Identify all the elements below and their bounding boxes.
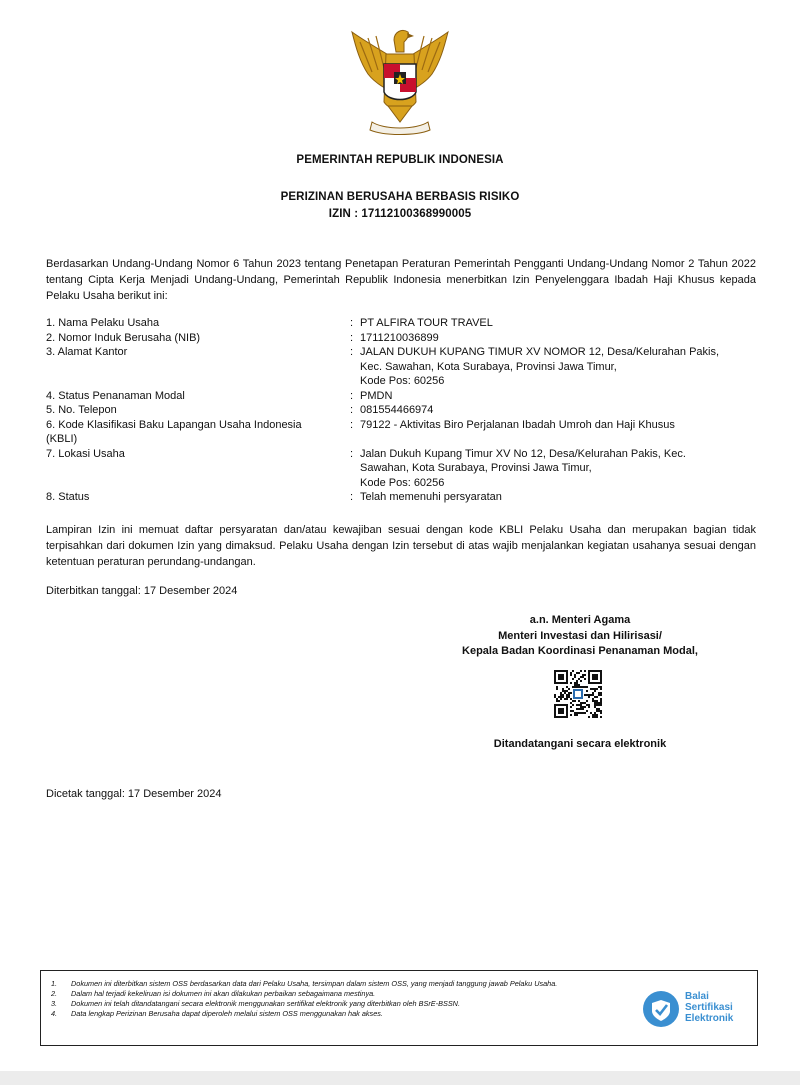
- detail-label: 6. Kode Klasifikasi Baku Lapangan Usaha Indonesia (KBLI): [46, 418, 302, 445]
- detail-row: [46, 490, 766, 505]
- detail-row: [46, 418, 766, 447]
- issued-date: Diterbitkan tanggal: 17 Desember 2024: [46, 585, 238, 597]
- bsre-logo-block: [641, 983, 753, 1035]
- footer-note-number: 1.: [51, 979, 58, 988]
- footer-note-text: Dalam hal terjadi kekeliruan isi dokumen ini akan dilakukan perbaikan sebagaimana mestinya.: [71, 989, 376, 998]
- signature-line-2: Menteri Investasi dan Hilirisasi/: [498, 629, 662, 642]
- intro-paragraph: Berdasarkan Undang-Undang Nomor 6 Tahun 2023 tentang Penetapan Peraturan Pemerintah Pengganti Undang-Undang Nomor 2 Tahun 2022 tentang Cipta Kerja Menjadi Undang-Undang, Pemerintah Republik Indonesia menerbitkan Izin Penyelenggara Ibadah Haji Khusus kepada Pelaku Usaha berikut ini:: [46, 258, 756, 302]
- bsre-text-line-3: Elektronik: [685, 1013, 734, 1024]
- detail-value-wrap: [350, 316, 766, 331]
- detail-value-wrap: [350, 345, 766, 389]
- footer-note-number: 2.: [51, 989, 58, 998]
- footer-note: [51, 979, 631, 989]
- detail-colon: :: [350, 404, 354, 416]
- detail-label: 1. Nama Pelaku Usaha: [46, 317, 160, 329]
- detail-value: Jalan Dukuh Kupang Timur XV No 12, Desa/Kelurahan Pakis, Kec. Sawahan, Kota Surabaya, Provinsi Jawa Timur, Kode Pos: 60256: [360, 447, 686, 489]
- detail-row: [46, 345, 766, 389]
- signature-line-3: Kepala Badan Koordinasi Penanaman Modal,: [462, 645, 698, 657]
- detail-colon: :: [350, 418, 354, 431]
- detail-value: 1711210036899: [360, 331, 439, 344]
- detail-colon: :: [350, 346, 354, 358]
- detail-label: 5. No. Telepon: [46, 404, 117, 416]
- footer-note-number: 3.: [51, 999, 58, 1008]
- detail-value-wrap: [350, 389, 766, 404]
- business-details-list: [46, 316, 766, 505]
- permit-number: IZIN : 17112100368990005: [328, 208, 472, 220]
- detail-label: 8. Status: [46, 491, 90, 503]
- detail-row: [46, 316, 766, 331]
- detail-label: 7. Lokasi Usaha: [46, 447, 125, 460]
- detail-row: [46, 447, 766, 491]
- detail-value: 79122 - Aktivitas Biro Perjalanan Ibadah Umroh dan Haji Khusus: [360, 418, 675, 431]
- bsre-logo-icon: [641, 989, 681, 1029]
- detail-colon: :: [350, 331, 354, 344]
- detail-value: Telah memenuhi persyaratan: [360, 491, 502, 503]
- footer-note: [51, 999, 631, 1009]
- closing-paragraph: Lampiran Izin ini memuat daftar persyaratan dan/atau kewajiban sesuai dengan kode KBLI Pelaku Usaha dan merupakan bagian tidak terpisahkan dari dokumen Izin yang dimaksud. Pelaku Usaha dengan Izin tersebut di atas wajib menjalankan kegiatan usahanya sesuai dengan ketentuan peraturan perundang-undangan.: [46, 524, 756, 568]
- footer-note: [51, 989, 631, 999]
- detail-value-wrap: [350, 331, 766, 346]
- detail-value-wrap: [350, 403, 766, 418]
- detail-label: 2. Nomor Induk Berusaha (NIB): [46, 331, 201, 344]
- document-title: PERIZINAN BERUSAHA BERBASIS RISIKO: [280, 191, 520, 203]
- footer-note-number: 4.: [51, 1009, 58, 1018]
- bsre-text-line-2: Sertifikasi: [685, 1002, 733, 1013]
- detail-value: PMDN: [360, 389, 393, 402]
- bsre-wordmark: [685, 991, 733, 1024]
- government-heading: PEMERINTAH REPUBLIK INDONESIA: [296, 154, 504, 166]
- detail-label: 4. Status Penanaman Modal: [46, 389, 185, 402]
- garuda-emblem: [344, 22, 456, 138]
- detail-colon: :: [350, 317, 354, 329]
- detail-colon: :: [350, 491, 354, 503]
- signature-line-1: a.n. Menteri Agama: [529, 614, 631, 626]
- detail-colon: :: [350, 447, 354, 460]
- footer-note-text: Dokumen ini diterbitkan sistem OSS berdasarkan data dari Pelaku Usaha, tersimpan dalam sistem OSS, yang menjadi tanggung jawab Pelaku Usaha.: [71, 979, 558, 988]
- footer-notes-list: [51, 979, 631, 1019]
- qr-code: [554, 670, 602, 718]
- page-bottom-shade: [0, 1071, 800, 1085]
- signature-block: [420, 613, 740, 660]
- footer-note-text: Dokumen ini telah ditandatangani secara elektronik menggunakan sertifikat elektronik yang diterbitkan oleh BSrE-BSSN.: [71, 999, 460, 1008]
- detail-value: PT ALFIRA TOUR TRAVEL: [360, 317, 493, 329]
- detail-value: JALAN DUKUH KUPANG TIMUR XV NOMOR 12, Desa/Kelurahan Pakis, Kec. Sawahan, Kota Surabaya, Provinsi Jawa Timur, Kode Pos: 60256: [360, 346, 720, 387]
- electronic-signature-label: Ditandatangani secara elektronik: [493, 738, 667, 750]
- printed-date: Dicetak tanggal: 17 Desember 2024: [46, 788, 222, 800]
- footer-notes-box: [40, 970, 758, 1046]
- detail-colon: :: [350, 389, 354, 402]
- detail-value-wrap: [350, 490, 766, 505]
- detail-value: 081554466974: [360, 404, 434, 416]
- bsre-text-line-1: Balai: [685, 991, 709, 1002]
- detail-label: 3. Alamat Kantor: [46, 346, 128, 358]
- detail-row: [46, 331, 766, 346]
- footer-note: [51, 1009, 631, 1019]
- detail-value-wrap: [350, 447, 766, 491]
- footer-note-text: Data lengkap Perizinan Berusaha dapat diperoleh melalui sistem OSS menggunakan hak akses.: [71, 1009, 383, 1018]
- detail-row: [46, 403, 766, 418]
- detail-value-wrap: [350, 418, 766, 447]
- detail-row: [46, 389, 766, 404]
